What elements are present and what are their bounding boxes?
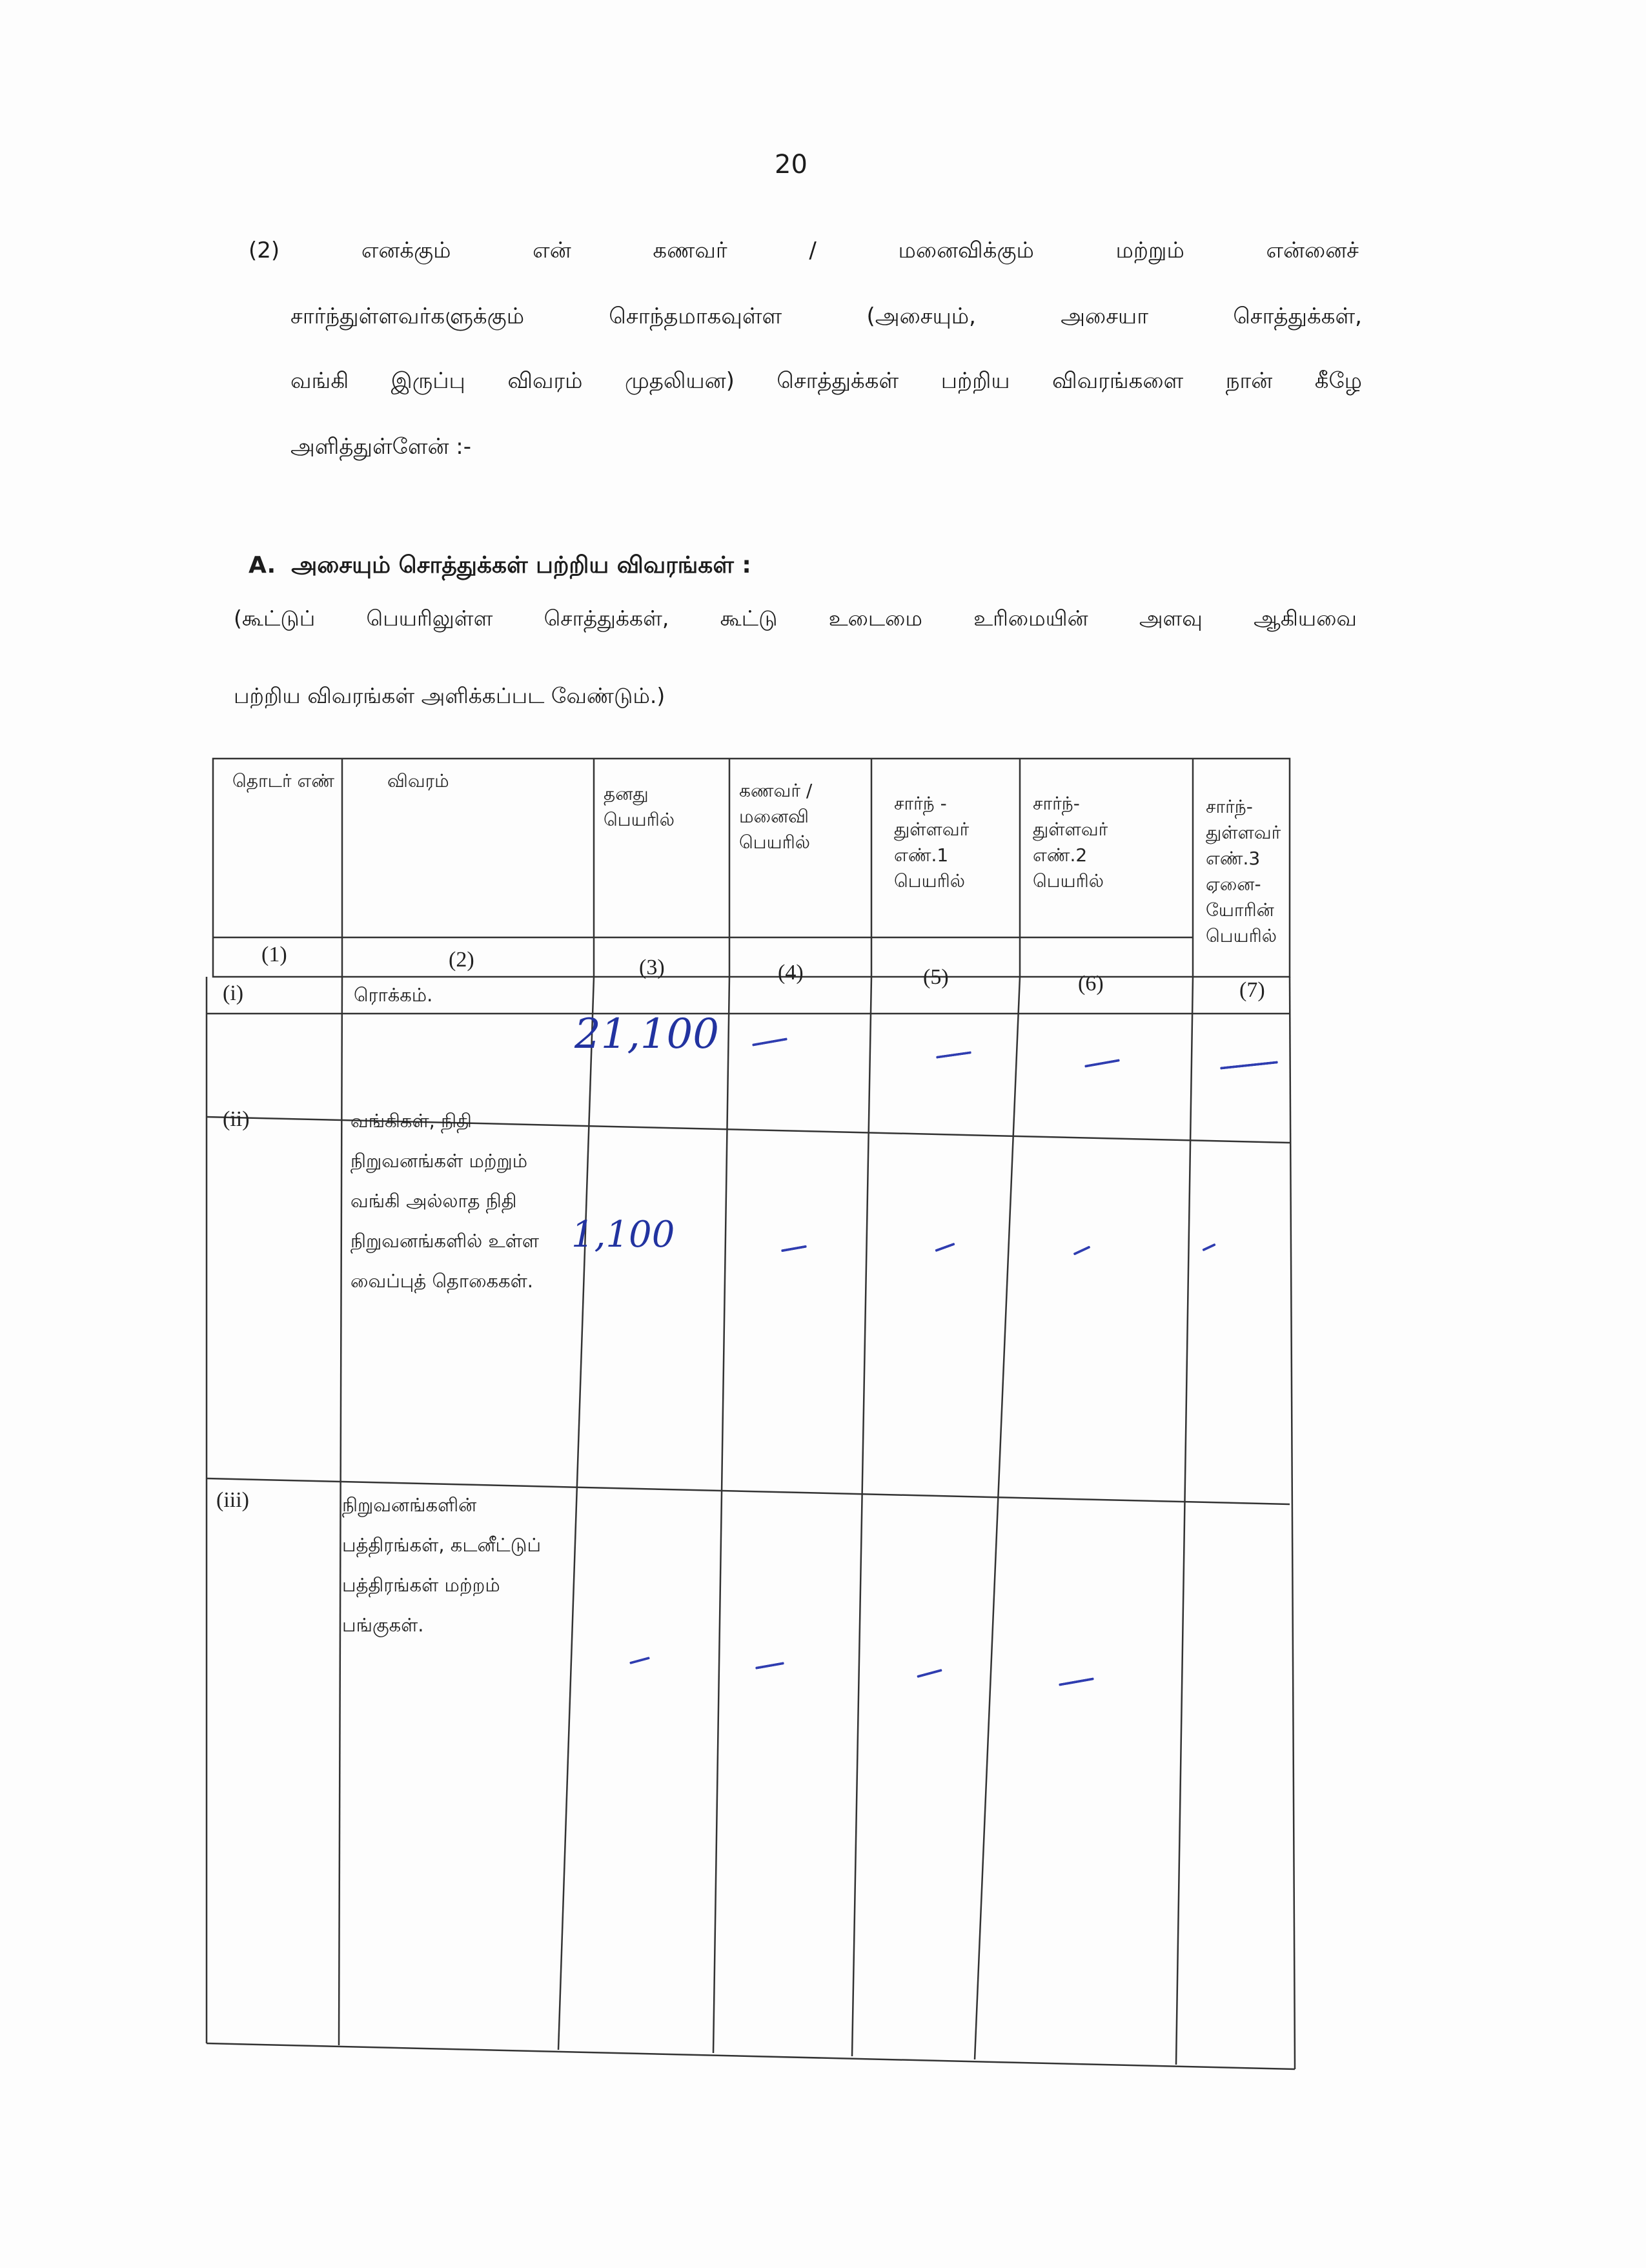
nil-dash (755, 1662, 784, 1670)
nil-dash (1202, 1243, 1216, 1252)
col-number-5: (5) (923, 965, 949, 989)
nil-dash (1073, 1245, 1090, 1255)
col-number-3: (3) (639, 955, 665, 979)
nil-dash (781, 1245, 807, 1252)
intro-line-2: சார்ந்துள்ளவர்களுக்கும் சொந்தமாகவுள்ள (அசையும், அசையா சொத்துக்கள், (290, 303, 1362, 329)
col-number-2: (2) (449, 948, 474, 972)
header-dependent-1: சார்ந் - துள்ளவர் எண்.1 பெயரில் (894, 793, 970, 892)
col-number-4: (4) (778, 961, 804, 985)
row-serial: (iii) (216, 1488, 249, 1512)
intro-line-3: வங்கி இருப்பு விவரம் முதலியன) சொத்துக்கள் பற்றிய விவரங்களை நான் கீழே (290, 368, 1362, 394)
row-serial: (i) (223, 981, 244, 1005)
header-own-name: தனது பெயரில் (604, 783, 675, 830)
row-own-value: 1,100 (571, 1214, 675, 1256)
col-number-6: (6) (1078, 972, 1104, 996)
section-note-line-1: (கூட்டுப் பெயரிலுள்ள சொத்துக்கள், கூட்டு உடைமை உரிமையின் அளவு ஆகியவை (234, 606, 1357, 631)
intro-line-1: (2) எனக்கும் என் கணவர் / மனைவிக்கும் மற்றும் என்னைச் (249, 238, 1359, 263)
col-number-1: (1) (261, 943, 287, 966)
row-own-value: 21,100 (574, 1010, 719, 1058)
header-dependent-3-others: சார்ந்- துள்ளவர் எண்.3 ஏனை- யோரின் பெயரில் (1206, 796, 1281, 946)
header-description: விவரம் (387, 770, 449, 792)
section-note-line-2: பற்றிய விவரங்கள் அளிக்கப்பட வேண்டும்.) (234, 683, 666, 708)
row-serial: (ii) (223, 1107, 250, 1131)
nil-dash (936, 1051, 971, 1059)
nil-dash (629, 1657, 650, 1664)
header-spouse-name: கணவர் / மனைவி பெயரில் (739, 780, 813, 853)
row-description: ரொக்கம். (354, 984, 433, 1006)
intro-line-4: அளித்துள்ளேன் :- (290, 434, 472, 460)
row-description: நிறுவனங்களின் பத்திரங்கள், கடனீட்டுப் பத்திரங்கள் மற்றம் பங்குகள். (342, 1494, 542, 1636)
section-heading (249, 552, 751, 582)
row-description: வங்கிகள், நிதி நிறுவனங்கள் மற்றும் வங்கி அல்லாத நிதி நிறுவனங்களில் உள்ள வைப்புத் தொகைகள். (351, 1110, 540, 1292)
page-number: 20 (775, 150, 808, 179)
nil-dash (752, 1037, 787, 1046)
col-number-7: (7) (1239, 978, 1265, 1002)
nil-dash (1084, 1059, 1120, 1067)
nil-dash (917, 1669, 942, 1678)
nil-dash (1220, 1061, 1278, 1069)
section-title: அசையும் சொத்துக்கள் பற்றிய விவரங்கள் : (291, 552, 751, 578)
nil-dash (935, 1243, 955, 1252)
header-serial-no: தொடர் எண் (232, 770, 334, 792)
nil-dash (1059, 1677, 1094, 1686)
section-letter: A. (249, 552, 276, 578)
header-dependent-2: சார்ந்- துள்ளவர் எண்.2 பெயரில் (1033, 793, 1108, 892)
